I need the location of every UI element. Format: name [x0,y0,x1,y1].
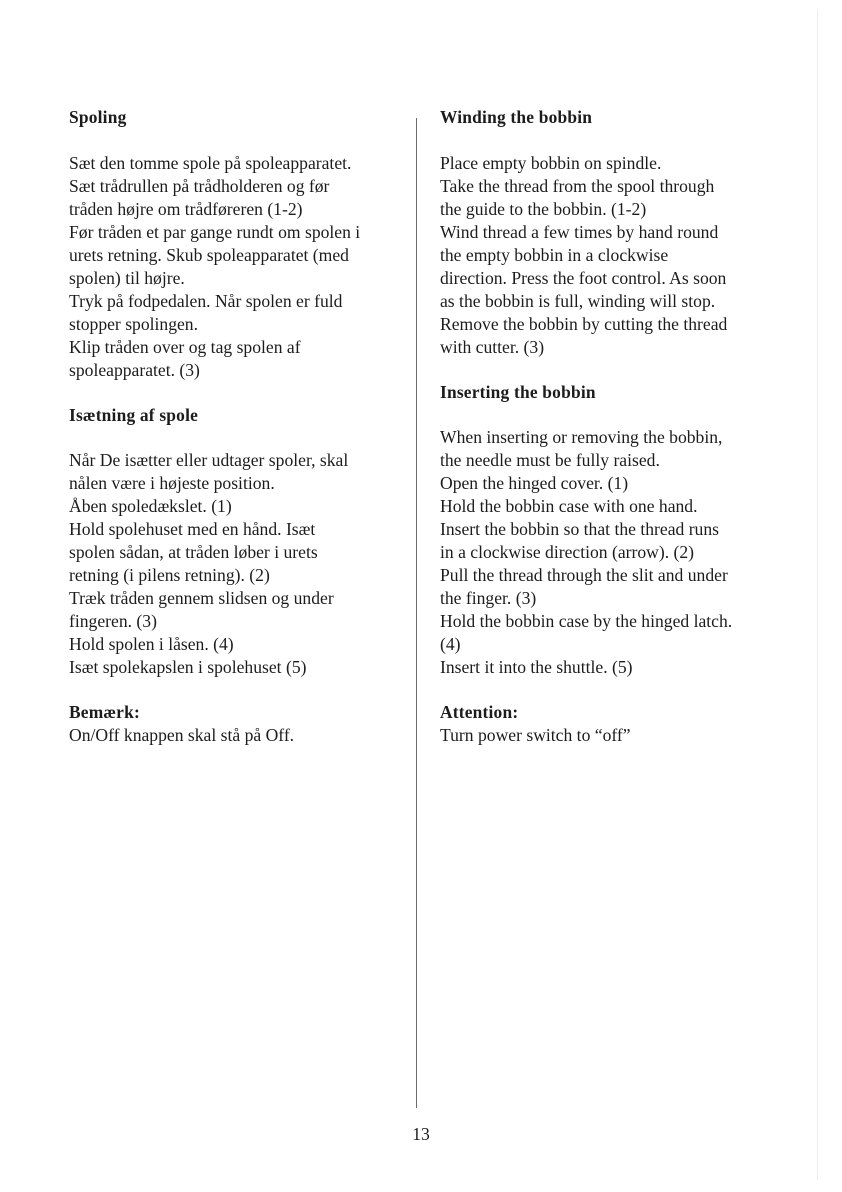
text-line: spoleapparatet. (3) [69,360,200,380]
text-line: urets retning. Skub spoleapparatet (med [69,245,349,265]
text-line: direction. Press the foot control. As soon [440,268,727,288]
text-line: When inserting or removing the bobbin, [440,427,723,447]
text-line: Turn power switch to “off” [440,725,631,745]
text-line: Hold spolen i låsen. (4) [69,634,234,654]
text-line: nålen være i højeste position. [69,473,275,493]
text-line: as the bobbin is full, winding will stop. [440,291,716,311]
text-line: stopper spolingen. [69,314,199,334]
text-line: the empty bobbin in a clockwise [440,245,669,265]
section-heading-attention: Attention: [440,702,519,722]
text-line: Tryk på fodpedalen. Når spolen er fuld [69,291,343,311]
text-line: spolen sådan, at tråden løber i urets [69,542,318,562]
text-line: the guide to the bobbin. (1-2) [440,199,647,219]
column-divider [416,118,417,1108]
text-line: Place empty bobbin on spindle. [440,153,662,173]
text-line: Hold spolehuset med en hånd. Isæt [69,519,316,539]
text-line: (4) [440,634,461,654]
text-line: Hold the bobbin case by the hinged latch. [440,611,733,631]
section-body-isaetning [69,449,404,679]
text-line: with cutter. (3) [440,337,545,357]
section-heading-isaetning: Isætning af spole [69,405,199,425]
text-line: Remove the bobbin by cutting the thread [440,314,728,334]
text-line: Hold the bobbin case with one hand. [440,496,698,516]
english-column [440,106,785,747]
section-heading-winding: Winding the bobbin [440,107,593,127]
section-body-attention [440,724,785,747]
text-line: Når De isætter eller udtager spoler, skal [69,450,349,470]
text-line: Wind thread a few times by hand round [440,222,719,242]
text-line: Sæt den tomme spole på spoleapparatet. [69,153,352,173]
scan-edge-line [817,10,818,1180]
text-line: On/Off knappen skal stå på Off. [69,725,295,745]
text-line: Take the thread from the spool through [440,176,715,196]
section-body-inserting [440,426,785,679]
text-line: fingeren. (3) [69,611,157,631]
text-line: in a clockwise direction (arrow). (2) [440,542,695,562]
text-line: spolen) til højre. [69,268,185,288]
section-body-spoling [69,152,404,382]
text-line: Open the hinged cover. (1) [440,473,629,493]
section-heading-bemaerk: Bemærk: [69,702,140,722]
page-number: 13 [412,1124,430,1144]
text-line: Før tråden et par gange rundt om spolen i [69,222,361,242]
text-line: Insert the bobbin so that the thread runs [440,519,719,539]
text-line: Træk tråden gennem slidsen og under [69,588,334,608]
text-line: the finger. (3) [440,588,537,608]
section-heading-spoling: Spoling [69,107,127,127]
text-line: Pull the thread through the slit and under [440,565,728,585]
danish-column [69,106,404,747]
text-line: Insert it into the shuttle. (5) [440,657,633,677]
text-line: Sæt trådrullen på trådholderen og før [69,176,330,196]
text-line: Isæt spolekapslen i spolehuset (5) [69,657,307,677]
section-body-bemaerk [69,724,404,747]
text-line: the needle must be fully raised. [440,450,660,470]
section-body-winding [440,152,785,359]
text-line: retning (i pilens retning). (2) [69,565,270,585]
text-line: tråden højre om trådføreren (1-2) [69,199,303,219]
text-line: Åben spoledækslet. (1) [69,496,232,516]
section-heading-inserting: Inserting the bobbin [440,382,596,402]
text-line: Klip tråden over og tag spolen af [69,337,301,357]
